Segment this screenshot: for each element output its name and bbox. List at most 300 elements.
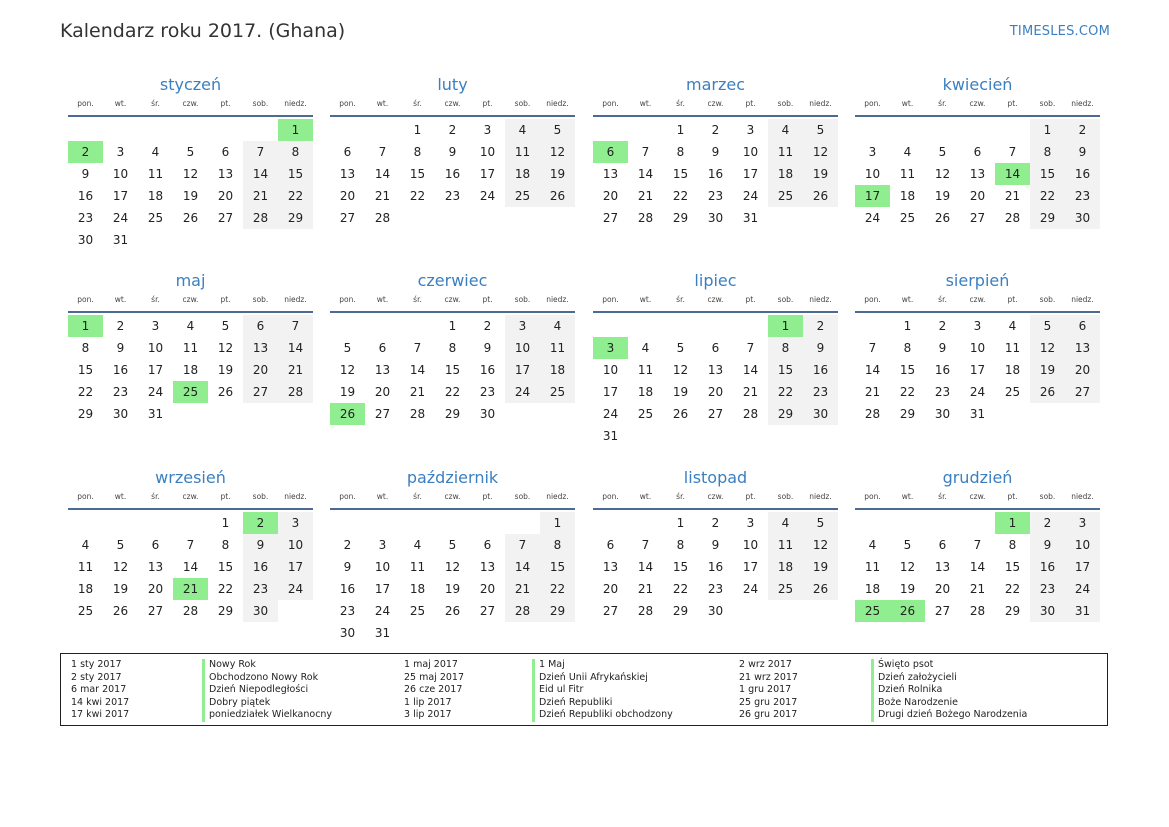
header-rule — [330, 311, 575, 313]
legend-date: 2 wrz 2017 — [739, 659, 792, 670]
day-cell: 12 — [182, 167, 199, 181]
holiday-day-cell: 2 — [243, 512, 278, 534]
day-cell: 20 — [374, 385, 391, 399]
day-cell: 23 — [934, 385, 951, 399]
weekday-header — [68, 295, 313, 309]
day-cell: 25 — [899, 211, 916, 225]
month-name: luty — [437, 75, 468, 94]
day-cell: 4 — [903, 145, 912, 159]
day-cell: 3 — [973, 319, 982, 333]
day-cell: 27 — [602, 211, 619, 225]
day-cell: 13 — [602, 560, 619, 574]
day-cell: 30 — [803, 403, 838, 425]
day-cell: 5 — [540, 119, 575, 141]
legend-date: 2 sty 2017 — [71, 671, 122, 683]
day-cell: 27 — [934, 604, 951, 618]
day-cell: 16 — [444, 167, 461, 181]
day-cell: 28 — [374, 211, 391, 225]
weekday-header — [330, 295, 575, 309]
day-cell: 12 — [444, 560, 461, 574]
day-cell: 24 — [505, 381, 540, 403]
header-rule — [68, 115, 313, 117]
header-rule — [330, 115, 575, 117]
legend-date: 3 lip 2017 — [404, 709, 452, 721]
day-cell: 28 — [742, 407, 759, 421]
day-cell: 25 — [637, 407, 654, 421]
weekday-header — [855, 99, 1100, 113]
legend-holiday-name: Dzień Niepodległości — [202, 684, 332, 697]
holiday-day-cell: 25 — [173, 381, 208, 403]
weekday-label: czw. — [182, 295, 199, 304]
day-cell: 22 — [1004, 582, 1021, 596]
day-cell: 9 — [116, 341, 125, 355]
day-cell: 12 — [1030, 337, 1065, 359]
header-rule — [68, 311, 313, 313]
weekday-label: wt. — [114, 295, 127, 304]
day-cell: 8 — [676, 538, 685, 552]
day-cell: 7 — [973, 538, 982, 552]
day-cell: 13 — [339, 167, 356, 181]
day-cell: 29 — [1030, 207, 1065, 229]
day-cell: 6 — [243, 315, 278, 337]
day-cell: 6 — [1065, 315, 1100, 337]
day-cell: 27 — [374, 407, 391, 421]
holiday-day-cell: 1 — [68, 315, 103, 337]
legend-date: 26 gru 2017 — [739, 709, 798, 721]
day-cell: 24 — [374, 604, 391, 618]
day-cell: 9 — [343, 560, 352, 574]
weekday-label: pt. — [482, 295, 493, 304]
weekday-label: niedz. — [284, 99, 307, 108]
holiday-day-cell: 6 — [593, 141, 628, 163]
day-cell: 27 — [969, 211, 986, 225]
day-cell: 23 — [1065, 185, 1100, 207]
day-cell: 18 — [768, 556, 803, 578]
day-cell: 6 — [378, 341, 387, 355]
weekday-label: śr. — [413, 295, 422, 304]
day-cell: 16 — [339, 582, 356, 596]
holiday-day-cell: 1 — [995, 512, 1030, 534]
weekday-label: śr. — [676, 295, 685, 304]
day-cell: 14 — [637, 167, 654, 181]
day-cell: 15 — [899, 363, 916, 377]
month-name: sierpień — [945, 271, 1010, 290]
day-cell: 1 — [221, 516, 230, 530]
day-cell: 12 — [934, 167, 951, 181]
day-cell: 31 — [112, 233, 129, 247]
day-cell: 9 — [711, 145, 720, 159]
day-cell: 28 — [969, 604, 986, 618]
holiday-day-cell: 1 — [278, 119, 313, 141]
day-cell: 1 — [1030, 119, 1065, 141]
day-cell: 13 — [147, 560, 164, 574]
day-cell: 31 — [742, 211, 759, 225]
day-cell: 5 — [938, 145, 947, 159]
day-cell: 28 — [243, 207, 278, 229]
weekday-label: pon. — [602, 295, 619, 304]
day-cell: 14 — [742, 363, 759, 377]
day-cell: 24 — [969, 385, 986, 399]
day-cell: 28 — [1004, 211, 1021, 225]
day-cell: 10 — [742, 145, 759, 159]
weekday-label: pt. — [745, 295, 756, 304]
day-cell: 15 — [1030, 163, 1065, 185]
day-cell: 25 — [147, 211, 164, 225]
day-cell: 13 — [243, 337, 278, 359]
day-cell: 2 — [116, 319, 125, 333]
day-cell: 18 — [637, 385, 654, 399]
day-cell: 23 — [479, 385, 496, 399]
day-cell: 8 — [540, 534, 575, 556]
day-cell: 21 — [969, 582, 986, 596]
day-cell: 3 — [746, 123, 755, 137]
day-cell: 30 — [1065, 207, 1100, 229]
day-cell: 14 — [864, 363, 881, 377]
weekday-label: śr. — [676, 99, 685, 108]
header-rule — [855, 115, 1100, 117]
day-cell: 7 — [186, 538, 195, 552]
day-cell: 19 — [672, 385, 689, 399]
day-cell: 5 — [803, 119, 838, 141]
legend-date-column — [71, 659, 129, 722]
day-cell: 30 — [339, 626, 356, 640]
day-cell: 13 — [934, 560, 951, 574]
day-cell: 5 — [221, 319, 230, 333]
day-cell: 3 — [151, 319, 160, 333]
day-cell: 6 — [973, 145, 982, 159]
day-cell: 12 — [672, 363, 689, 377]
day-cell: 16 — [479, 363, 496, 377]
day-cell: 19 — [540, 163, 575, 185]
day-cell: 27 — [602, 604, 619, 618]
day-cell: 21 — [742, 385, 759, 399]
day-cell: 10 — [278, 534, 313, 556]
day-cell: 31 — [1065, 600, 1100, 622]
day-cell: 1 — [540, 512, 575, 534]
day-cell: 26 — [672, 407, 689, 421]
day-cell: 22 — [217, 582, 234, 596]
weekday-label: niedz. — [546, 295, 569, 304]
day-cell: 24 — [112, 211, 129, 225]
day-cell: 30 — [479, 407, 496, 421]
day-cell: 17 — [278, 556, 313, 578]
day-cell: 6 — [221, 145, 230, 159]
day-cell: 19 — [217, 363, 234, 377]
day-cell: 24 — [479, 189, 496, 203]
weekday-label: czw. — [182, 99, 199, 108]
day-cell: 12 — [112, 560, 129, 574]
legend-name-column — [202, 659, 332, 722]
weekday-label: czw. — [444, 295, 461, 304]
day-cell: 11 — [409, 560, 426, 574]
day-cell: 6 — [483, 538, 492, 552]
site-link[interactable]: TIMESLES.COM — [1009, 24, 1110, 39]
day-cell: 30 — [707, 604, 724, 618]
month-name: październik — [406, 468, 499, 487]
day-cell: 23 — [243, 578, 278, 600]
weekday-label: niedz. — [284, 492, 307, 501]
day-cell: 6 — [343, 145, 352, 159]
header-rule — [330, 508, 575, 510]
weekday-label: niedz. — [809, 492, 832, 501]
day-cell: 19 — [182, 189, 199, 203]
day-cell: 3 — [505, 315, 540, 337]
day-cell: 29 — [768, 403, 803, 425]
day-cell: 19 — [112, 582, 129, 596]
weekday-label: sob. — [252, 492, 269, 501]
legend-holiday-name: Boże Narodzenie — [871, 697, 1027, 710]
day-cell: 20 — [969, 189, 986, 203]
day-cell: 23 — [1030, 578, 1065, 600]
day-cell: 3 — [483, 123, 492, 137]
day-cell: 22 — [672, 582, 689, 596]
legend-date: 25 gru 2017 — [739, 696, 798, 708]
weekday-label: sob. — [1039, 492, 1056, 501]
day-cell: 24 — [742, 582, 759, 596]
weekday-label: sob. — [777, 99, 794, 108]
day-cell: 26 — [934, 211, 951, 225]
day-cell: 30 — [77, 233, 94, 247]
day-cell: 15 — [278, 163, 313, 185]
weekday-label: sob. — [252, 99, 269, 108]
day-cell: 4 — [641, 341, 650, 355]
day-cell: 11 — [637, 363, 654, 377]
day-cell: 4 — [151, 145, 160, 159]
weekday-label: pt. — [1007, 99, 1018, 108]
day-cell: 17 — [112, 189, 129, 203]
day-cell: 4 — [768, 512, 803, 534]
day-cell: 13 — [217, 167, 234, 181]
day-cell: 17 — [602, 385, 619, 399]
holiday-day-cell: 1 — [768, 315, 803, 337]
weekday-label: sob. — [514, 99, 531, 108]
day-cell: 24 — [147, 385, 164, 399]
holiday-day-cell: 14 — [995, 163, 1030, 185]
day-cell: 11 — [540, 337, 575, 359]
day-cell: 26 — [217, 385, 234, 399]
day-cell: 11 — [147, 167, 164, 181]
weekday-label: sob. — [514, 492, 531, 501]
weekday-label: wt. — [376, 492, 389, 501]
legend-holiday-name: Eid ul Fitr — [532, 684, 673, 697]
day-cell: 24 — [278, 578, 313, 600]
legend-date: 25 maj 2017 — [404, 671, 465, 683]
day-cell: 13 — [602, 167, 619, 181]
day-cell: 10 — [742, 538, 759, 552]
day-cell: 17 — [479, 167, 496, 181]
day-cell: 17 — [374, 582, 391, 596]
day-cell: 7 — [243, 141, 278, 163]
weekday-label: śr. — [413, 492, 422, 501]
weekday-header — [593, 295, 838, 309]
weekday-label: pon. — [864, 99, 881, 108]
legend-date: 1 lip 2017 — [404, 696, 452, 708]
weekday-label: czw. — [444, 99, 461, 108]
day-cell: 5 — [903, 538, 912, 552]
day-cell: 5 — [343, 341, 352, 355]
day-cell: 18 — [1004, 363, 1021, 377]
weekday-label: pt. — [220, 295, 231, 304]
day-cell: 24 — [864, 211, 881, 225]
day-cell: 16 — [1065, 163, 1100, 185]
day-cell: 10 — [479, 145, 496, 159]
day-cell: 18 — [147, 189, 164, 203]
holiday-day-cell: 3 — [593, 337, 628, 359]
weekday-label: niedz. — [546, 492, 569, 501]
legend-name-column — [532, 659, 673, 722]
weekday-label: wt. — [901, 295, 914, 304]
weekday-header — [68, 492, 313, 506]
day-cell: 4 — [186, 319, 195, 333]
day-cell: 16 — [707, 167, 724, 181]
day-cell: 20 — [707, 385, 724, 399]
legend-holiday-name: Drugi dzień Bożego Narodzenia — [871, 709, 1027, 722]
month-name: wrzesień — [155, 468, 226, 487]
day-cell: 8 — [1030, 141, 1065, 163]
day-cell: 26 — [182, 211, 199, 225]
weekday-label: pon. — [864, 492, 881, 501]
day-cell: 7 — [746, 341, 755, 355]
day-cell: 8 — [1008, 538, 1017, 552]
day-cell: 31 — [969, 407, 986, 421]
day-cell: 12 — [803, 141, 838, 163]
weekday-label: pt. — [220, 492, 231, 501]
weekday-label: śr. — [413, 99, 422, 108]
day-cell: 14 — [243, 163, 278, 185]
month-name: czerwiec — [417, 271, 488, 290]
day-cell: 10 — [969, 341, 986, 355]
day-cell: 3 — [746, 516, 755, 530]
holiday-legend — [60, 653, 1108, 726]
day-cell: 19 — [1030, 359, 1065, 381]
day-cell: 10 — [864, 167, 881, 181]
day-cell: 23 — [707, 582, 724, 596]
day-cell: 11 — [1004, 341, 1021, 355]
day-cell: 17 — [505, 359, 540, 381]
day-cell: 29 — [899, 407, 916, 421]
month-name: grudzień — [942, 468, 1013, 487]
day-cell: 1 — [676, 516, 685, 530]
weekday-label: pon. — [77, 295, 94, 304]
weekday-label: wt. — [639, 99, 652, 108]
day-cell: 9 — [243, 534, 278, 556]
day-cell: 31 — [602, 429, 619, 443]
day-cell: 31 — [147, 407, 164, 421]
day-cell: 16 — [934, 363, 951, 377]
weekday-label: śr. — [938, 295, 947, 304]
day-cell: 30 — [243, 600, 278, 622]
day-cell: 13 — [374, 363, 391, 377]
day-cell: 8 — [81, 341, 90, 355]
day-cell: 22 — [444, 385, 461, 399]
header-rule — [593, 311, 838, 313]
day-cell: 9 — [711, 538, 720, 552]
day-cell: 22 — [899, 385, 916, 399]
day-cell: 22 — [77, 385, 94, 399]
day-cell: 18 — [505, 163, 540, 185]
day-cell: 28 — [637, 211, 654, 225]
weekday-label: czw. — [707, 492, 724, 501]
day-cell: 9 — [1065, 141, 1100, 163]
holiday-day-cell: 26 — [330, 403, 365, 425]
day-cell: 19 — [899, 582, 916, 596]
day-cell: 16 — [112, 363, 129, 377]
day-cell: 23 — [112, 385, 129, 399]
day-cell: 18 — [540, 359, 575, 381]
weekday-label: pt. — [220, 99, 231, 108]
weekday-label: niedz. — [809, 99, 832, 108]
day-cell: 5 — [803, 512, 838, 534]
weekday-label: pt. — [745, 99, 756, 108]
day-cell: 11 — [505, 141, 540, 163]
day-cell: 12 — [217, 341, 234, 355]
legend-date: 1 sty 2017 — [71, 659, 122, 670]
day-cell: 13 — [1065, 337, 1100, 359]
weekday-label: pon. — [339, 492, 356, 501]
weekday-header — [68, 99, 313, 113]
weekday-label: pon. — [602, 492, 619, 501]
legend-holiday-name: Dzień założycieli — [871, 672, 1027, 685]
day-cell: 7 — [1008, 145, 1017, 159]
day-cell: 2 — [448, 123, 457, 137]
day-cell: 3 — [868, 145, 877, 159]
day-cell: 14 — [505, 556, 540, 578]
weekday-label: niedz. — [546, 99, 569, 108]
holiday-day-cell: 17 — [855, 185, 890, 207]
day-cell: 15 — [540, 556, 575, 578]
day-cell: 30 — [112, 407, 129, 421]
day-cell: 27 — [147, 604, 164, 618]
day-cell: 7 — [641, 538, 650, 552]
day-cell: 15 — [77, 363, 94, 377]
day-cell: 28 — [182, 604, 199, 618]
day-cell: 10 — [147, 341, 164, 355]
day-cell: 26 — [540, 185, 575, 207]
legend-holiday-name: Dzień Rolnika — [871, 684, 1027, 697]
day-cell: 22 — [409, 189, 426, 203]
day-cell: 7 — [413, 341, 422, 355]
month-name: listopad — [683, 468, 748, 487]
day-cell: 13 — [969, 167, 986, 181]
weekday-label: sob. — [252, 295, 269, 304]
weekday-label: pt. — [482, 99, 493, 108]
weekday-label: śr. — [938, 492, 947, 501]
day-cell: 2 — [343, 538, 352, 552]
day-cell: 18 — [899, 189, 916, 203]
weekday-label: pon. — [339, 295, 356, 304]
day-cell: 20 — [217, 189, 234, 203]
weekday-label: sob. — [1039, 295, 1056, 304]
day-cell: 7 — [641, 145, 650, 159]
weekday-label: czw. — [444, 492, 461, 501]
weekday-label: wt. — [114, 492, 127, 501]
day-cell: 7 — [278, 315, 313, 337]
day-cell: 19 — [934, 189, 951, 203]
legend-holiday-name: 1 Maj — [532, 659, 673, 672]
day-cell: 17 — [742, 560, 759, 574]
day-cell: 8 — [676, 145, 685, 159]
weekday-label: czw. — [182, 492, 199, 501]
day-cell: 27 — [707, 407, 724, 421]
day-cell: 18 — [409, 582, 426, 596]
day-cell: 18 — [77, 582, 94, 596]
day-cell: 6 — [151, 538, 160, 552]
day-cell: 22 — [768, 381, 803, 403]
day-cell: 24 — [742, 189, 759, 203]
day-cell: 18 — [864, 582, 881, 596]
weekday-label: czw. — [707, 99, 724, 108]
weekday-header — [330, 492, 575, 506]
